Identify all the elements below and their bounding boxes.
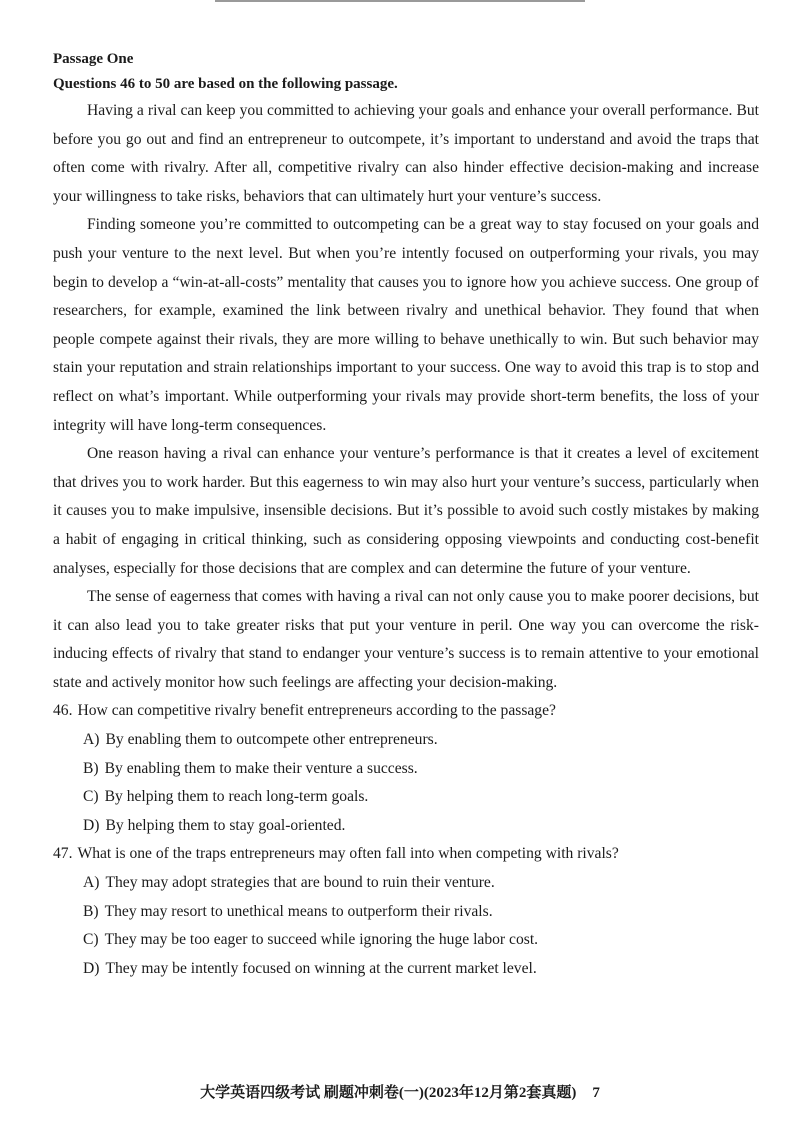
- passage-title: Passage One: [53, 51, 134, 67]
- answer-option[interactable]: [83, 812, 759, 841]
- option-text: By helping them to reach long-term goals.: [104, 788, 369, 806]
- passage-paragraph: Finding someone you’re committed to outcompeting can be a great way to stay focused on your goals and push your venture to the next level. But when you’re intently focused on outperforming your rivals, you may begin to develop a “win-at-all-costs” mentality that causes you to ignore how you achieve success. One group of researchers, for example, examined the link between rivalry and unethical behavior. They found that when people compete against their rivals, they are more willing to behave unethically to win. But such behavior may stain your reputation and strain relationships important to your success. One way to avoid this trap is to stop and reflect on what’s important. While outperforming your rivals may provide short-term benefits, the loss of your integrity will have long-term consequences.: [53, 216, 759, 434]
- passage-paragraph: The sense of eagerness that comes with having a rival can not only cause you to make poorer decisions, but it can also lead you to take greater risks that put your venture in peril. One way you can overcome the risk-inducing effects of rivalry that stand to endanger your venture’s success is to remain attentive to your emotional state and actively monitor how such feelings are affecting your decision-making.: [53, 588, 759, 691]
- passage-directions: Questions 46 to 50 are based on the following passage.: [53, 76, 398, 92]
- option-letter: A): [83, 874, 100, 892]
- page-footer: [0, 1082, 800, 1104]
- option-text: They may adopt strategies that are bound to ruin their venture.: [105, 874, 495, 892]
- option-text: They may be too eager to succeed while ignoring the huge labor cost.: [104, 931, 539, 949]
- question-stem: [53, 697, 759, 726]
- option-text: By enabling them to outcompete other entrepreneurs.: [105, 731, 438, 749]
- question-46: [53, 697, 759, 840]
- page-content: [53, 48, 759, 983]
- option-letter: B): [83, 902, 99, 920]
- passage-paragraph: One reason having a rival can enhance your venture’s performance is that it creates a level of excitement that drives you to work harder. But this eagerness to win may also hurt your venture’s success, particularly when it causes you to make impulsive, insensible decisions. But it’s possible to avoid such costly mistakes by making a habit of engaging in critical thinking, such as considering opposing viewpoints and conducting cost-benefit analyses, especially for those decisions that are complex and can determine the future of your venture.: [53, 445, 759, 577]
- option-text: By enabling them to make their venture a success.: [104, 759, 418, 777]
- question-stem: [53, 840, 759, 869]
- passage-paragraph: Having a rival can keep you committed to achieving your goals and enhance your overall performance. But before you go out and find an entrepreneur to outcompete, it’s important to understand and avoid the traps that often come with rivalry. After all, competitive rivalry can also hinder effective decision-making and increase your willingness to take risks, behaviors that can ultimately hurt your venture’s success.: [53, 102, 759, 205]
- question-number: 46.: [53, 702, 73, 720]
- footer-title: 大学英语四级考试 刷题冲刺卷(一)(2023年12月第2套真题): [200, 1085, 577, 1101]
- option-letter: C): [83, 931, 99, 949]
- option-letter: A): [83, 731, 100, 749]
- answer-option[interactable]: [83, 898, 759, 927]
- answer-option[interactable]: [83, 755, 759, 784]
- answer-option[interactable]: [83, 869, 759, 898]
- answer-option[interactable]: [83, 926, 759, 955]
- option-text: They may be intently focused on winning at the current market level.: [105, 959, 537, 977]
- question-47: [53, 840, 759, 983]
- option-letter: C): [83, 788, 99, 806]
- option-letter: B): [83, 759, 99, 777]
- option-text: They may resort to unethical means to outperform their rivals.: [104, 902, 493, 920]
- option-text: By helping them to stay goal-oriented.: [105, 816, 346, 834]
- top-border-rule: [215, 0, 585, 2]
- question-text: What is one of the traps entrepreneurs may often fall into when competing with rivals?: [77, 845, 619, 863]
- answer-option[interactable]: [83, 783, 759, 812]
- question-text: How can competitive rivalry benefit entrepreneurs according to the passage?: [77, 702, 556, 720]
- answer-option[interactable]: [83, 955, 759, 984]
- passage-body: [53, 97, 759, 697]
- option-letter: D): [83, 959, 100, 977]
- answer-option[interactable]: [83, 726, 759, 755]
- question-number: 47.: [53, 845, 73, 863]
- option-letter: D): [83, 816, 100, 834]
- page-number: 7: [592, 1085, 600, 1101]
